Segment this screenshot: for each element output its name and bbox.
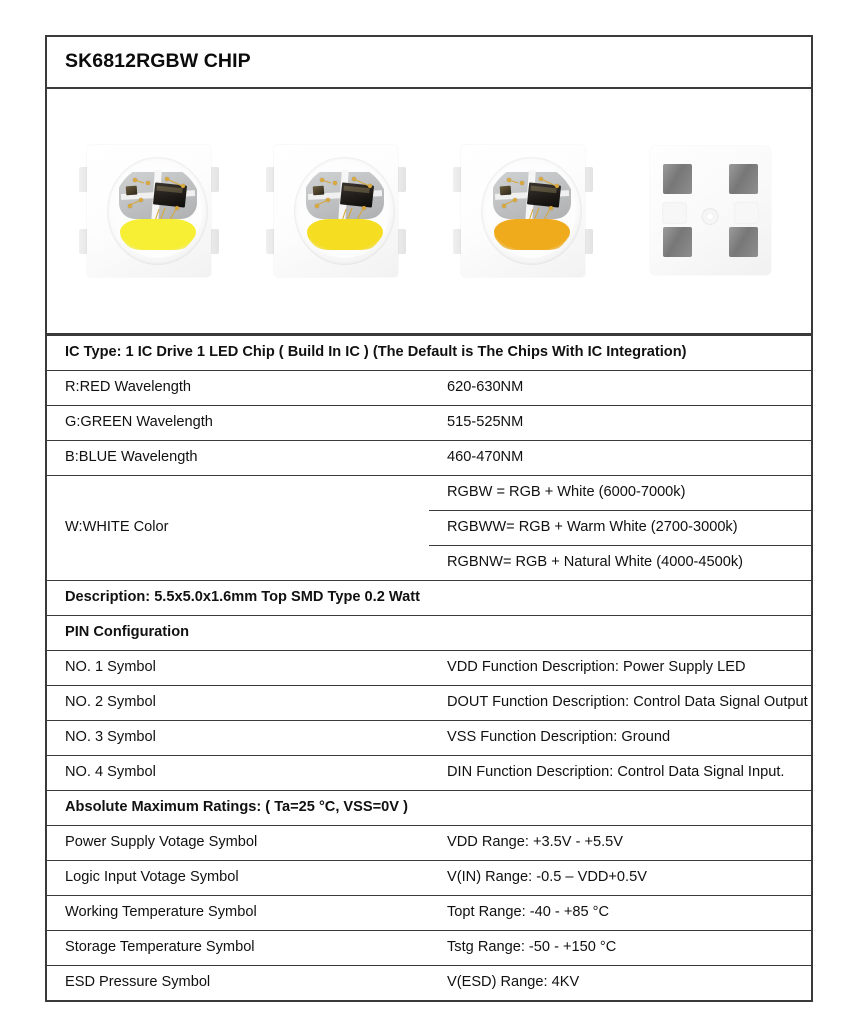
side-recess (734, 202, 759, 224)
table-row (47, 651, 811, 686)
reflector-cavity (107, 157, 208, 265)
bond-pad (320, 178, 324, 182)
white-color-option: RGBNW= RGB + Natural White (4000-4500k) (429, 546, 811, 581)
bond-pad (139, 198, 143, 202)
corner-solder-pad (729, 164, 758, 194)
product-image-strip (47, 89, 811, 335)
rating-label: ESD Pressure Symbol (47, 966, 429, 1001)
pin-label: NO. 2 Symbol (47, 686, 429, 721)
description-cell: Description: 5.5x5.0x1.6mm Top SMD Type 0.2 Watt (47, 581, 811, 616)
led-chip-front-view-1 (79, 143, 219, 279)
bond-pad (128, 204, 132, 208)
table-row (47, 756, 811, 791)
rgb-die (499, 186, 511, 196)
led-chip-front-view-2 (266, 143, 406, 279)
specification-table (47, 335, 811, 1000)
wavelength-value: 515-525NM (429, 406, 811, 441)
table-row (47, 931, 811, 966)
bond-pad (165, 177, 169, 181)
bond-pad (520, 181, 524, 185)
ic-type-cell: IC Type: 1 IC Drive 1 LED Chip ( Build In IC ) (The Default is The Chips With IC Integration) (47, 336, 811, 371)
wavelength-label: G:GREEN Wavelength (47, 406, 429, 441)
rating-value: VDD Range: +3.5V - +5.5V (429, 826, 811, 861)
bond-pad (181, 184, 185, 188)
phosphor-lobe (307, 219, 383, 250)
rgb-die (125, 186, 137, 196)
table-row (47, 826, 811, 861)
center-mark-icon (702, 208, 719, 225)
chip-body (461, 145, 585, 277)
wavelength-value: 460-470NM (429, 441, 811, 476)
bond-pad (133, 178, 137, 182)
rating-value: V(IN) Range: -0.5 – VDD+0.5V (429, 861, 811, 896)
pin-value: VDD Function Description: Power Supply LED (429, 651, 811, 686)
side-recess (662, 202, 687, 224)
bond-pad (362, 206, 366, 210)
bond-pad (507, 178, 511, 182)
bond-pad (352, 177, 356, 181)
table-row (47, 896, 811, 931)
bond-pad (368, 184, 372, 188)
led-chip-front-view-3 (453, 143, 593, 279)
chip-body-bottom (650, 146, 771, 275)
corner-solder-pad (663, 227, 692, 257)
pin-configuration-header: PIN Configuration (47, 616, 811, 651)
pin-value: VSS Function Description: Ground (429, 721, 811, 756)
table-row (47, 581, 811, 616)
table-row (47, 371, 811, 406)
pin-value: DIN Function Description: Control Data Signal Input. (429, 756, 811, 791)
die-well (487, 164, 576, 258)
die-well (113, 164, 202, 258)
rating-value: Tstg Range: -50 - +150 °C (429, 931, 811, 966)
datasheet-card (45, 35, 813, 1002)
corner-solder-pad (729, 227, 758, 257)
title-row (47, 37, 811, 89)
table-row (47, 441, 811, 476)
wavelength-label: B:BLUE Wavelength (47, 441, 429, 476)
wavelength-value: 620-630NM (429, 371, 811, 406)
chip-body (274, 145, 398, 277)
bond-pad (555, 184, 559, 188)
table-row (47, 686, 811, 721)
pin-label: NO. 3 Symbol (47, 721, 429, 756)
table-row (47, 721, 811, 756)
rating-label: Working Temperature Symbol (47, 896, 429, 931)
bond-pad (502, 204, 506, 208)
rgb-die (312, 186, 324, 196)
table-row (47, 791, 811, 826)
rating-label: Storage Temperature Symbol (47, 931, 429, 966)
reflector-cavity (294, 157, 395, 265)
white-color-option: RGBWW= RGB + Warm White (2700-3000k) (429, 511, 811, 546)
rating-value: Topt Range: -40 - +85 °C (429, 896, 811, 931)
page-title: SK6812RGBW CHIP (65, 50, 251, 72)
pin-label: NO. 1 Symbol (47, 651, 429, 686)
bond-pad (315, 204, 319, 208)
corner-solder-pad (663, 164, 692, 194)
rating-label: Power Supply Votage Symbol (47, 826, 429, 861)
absolute-maximum-ratings-header: Absolute Maximum Ratings: ( Ta=25 °C, VSS=0V ) (47, 791, 811, 826)
phosphor-lobe (120, 219, 196, 250)
led-chip-bottom-view (640, 143, 780, 279)
bond-pad (326, 198, 330, 202)
bond-pad (539, 177, 543, 181)
chip-body (87, 145, 211, 277)
bond-pad (549, 206, 553, 210)
white-color-option: RGBW = RGB + White (6000-7000k) (429, 476, 811, 511)
table-row (47, 966, 811, 1001)
bond-pad (513, 198, 517, 202)
bond-pad (333, 181, 337, 185)
pin-label: NO. 4 Symbol (47, 756, 429, 791)
table-row (47, 476, 811, 511)
rating-label: Logic Input Votage Symbol (47, 861, 429, 896)
wavelength-label: R:RED Wavelength (47, 371, 429, 406)
phosphor-lobe (494, 219, 570, 250)
table-row (47, 861, 811, 896)
pin-value: DOUT Function Description: Control Data Signal Output (429, 686, 811, 721)
rating-value: V(ESD) Range: 4KV (429, 966, 811, 1001)
white-color-label: W:WHITE Color (47, 476, 429, 581)
reflector-cavity (481, 157, 582, 265)
table-row (47, 336, 811, 371)
table-row (47, 406, 811, 441)
table-row (47, 616, 811, 651)
bond-pad (175, 206, 179, 210)
die-well (300, 164, 389, 258)
bond-pad (146, 181, 150, 185)
